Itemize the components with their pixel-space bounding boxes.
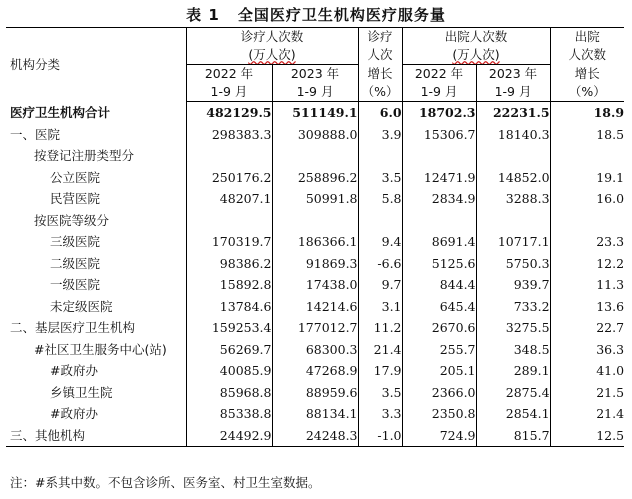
header-visits-2023-period: 1-9 月 (272, 83, 358, 102)
cell-discharge-2022 (402, 210, 476, 232)
cell-visits-growth: 17.9 (358, 360, 402, 382)
row-label: 医疗卫生机构合计 (10, 104, 111, 120)
cell-visits-2023: 91869.3 (272, 253, 358, 275)
cell-visits-2022: 482129.5 (186, 102, 272, 124)
cell-visits-2023: 177012.7 (272, 317, 358, 339)
table-row (6, 188, 624, 210)
cell-visits-growth: 3.1 (358, 296, 402, 318)
cell-discharge-growth: 19.1 (550, 167, 624, 189)
header-discharge-growth-3: 增长 (550, 65, 624, 84)
table-row (6, 102, 624, 124)
table-row (6, 339, 624, 361)
row-label: #政府办 (50, 406, 98, 421)
cell-discharge-growth: 36.3 (550, 339, 624, 361)
table-note: 注：#系其中数。不包含诊所、医务室、村卫生室数据。 (10, 475, 321, 490)
cell-visits-2022: 85338.8 (186, 403, 272, 425)
header-visits-2023: 2023 年 (272, 65, 358, 84)
cell-visits-2023: 511149.1 (272, 102, 358, 124)
header-discharge-2022-period: 1-9 月 (402, 83, 476, 102)
cell-discharge-growth (550, 210, 624, 232)
cell-discharge-growth: 18.5 (550, 124, 624, 146)
header-visits: 诊疗人次数 (186, 28, 358, 47)
cell-discharge-2022: 8691.4 (402, 231, 476, 253)
cell-visits-2023: 68300.3 (272, 339, 358, 361)
cell-discharge-2023 (476, 145, 550, 167)
cell-visits-2022: 13784.6 (186, 296, 272, 318)
header-category: 机构分类 (6, 28, 186, 102)
cell-visits-growth: 5.8 (358, 188, 402, 210)
cell-discharge-2023: 289.1 (476, 360, 550, 382)
cell-discharge-2023: 733.2 (476, 296, 550, 318)
header-discharge-2023: 2023 年 (476, 65, 550, 84)
cell-discharge-growth: 23.3 (550, 231, 624, 253)
cell-discharge-2022: 5125.6 (402, 253, 476, 275)
cell-visits-2023: 17438.0 (272, 274, 358, 296)
cell-visits-2023: 14214.6 (272, 296, 358, 318)
cell-visits-2022: 298383.3 (186, 124, 272, 146)
cell-discharge-2022: 2350.8 (402, 403, 476, 425)
cell-visits-growth: 9.7 (358, 274, 402, 296)
cell-discharge-2023: 2854.1 (476, 403, 550, 425)
table-row (6, 231, 624, 253)
table-title (0, 4, 632, 25)
cell-visits-growth: 3.5 (358, 382, 402, 404)
cell-discharge-2022: 724.9 (402, 425, 476, 447)
cell-discharge-growth: 41.0 (550, 360, 624, 382)
cell-visits-2023 (272, 210, 358, 232)
cell-visits-2023: 186366.1 (272, 231, 358, 253)
cell-discharge-2023 (476, 210, 550, 232)
cell-visits-2022: 170319.7 (186, 231, 272, 253)
row-label: 公立医院 (50, 169, 101, 185)
cell-visits-2022: 159253.4 (186, 317, 272, 339)
header-visits-growth-1: 诊疗 (358, 28, 402, 47)
cell-discharge-growth: 18.9 (550, 102, 624, 124)
header-discharge-2023-period: 1-9 月 (476, 83, 550, 102)
row-label: 三、其他机构 (6, 425, 186, 447)
cell-visits-2022: 98386.2 (186, 253, 272, 275)
cell-visits-2023: 258896.2 (272, 167, 358, 189)
cell-discharge-2023: 18140.3 (476, 124, 550, 146)
table-row (6, 317, 624, 339)
header-visits-growth-2: 人次 (358, 46, 402, 65)
cell-visits-2023: 88134.1 (272, 403, 358, 425)
row-label: 按登记注册类型分 (34, 148, 135, 163)
table-caption: 全国医疗卫生机构医疗服务量 (237, 6, 446, 24)
cell-discharge-2022: 205.1 (402, 360, 476, 382)
cell-visits-2023: 24248.3 (272, 425, 358, 447)
cell-discharge-growth: 12.2 (550, 253, 624, 275)
cell-discharge-2022: 2366.0 (402, 382, 476, 404)
cell-discharge-2023: 14852.0 (476, 167, 550, 189)
row-label: 一、医院 (10, 126, 61, 142)
row-label: 二级医院 (50, 255, 101, 271)
cell-discharge-2023: 939.7 (476, 274, 550, 296)
cell-visits-2022: 24492.9 (186, 425, 272, 447)
cell-discharge-2023: 3275.5 (476, 317, 550, 339)
cell-discharge-2022: 2834.9 (402, 188, 476, 210)
row-label: #政府办 (50, 363, 98, 378)
row-label: #社区卫生服务中心(站) (34, 341, 167, 357)
cell-visits-growth: 9.4 (358, 231, 402, 253)
cell-discharge-growth (550, 145, 624, 167)
cell-visits-2022 (186, 210, 272, 232)
cell-visits-2023: 50991.8 (272, 188, 358, 210)
cell-discharge-2022 (402, 145, 476, 167)
table-body (6, 102, 624, 447)
medical-service-table (6, 27, 624, 447)
cell-visits-2022: 15892.8 (186, 274, 272, 296)
table-row (6, 124, 624, 146)
cell-visits-2023: 88959.6 (272, 382, 358, 404)
cell-visits-2022: 85968.8 (186, 382, 272, 404)
cell-discharge-2022: 2670.6 (402, 317, 476, 339)
cell-visits-2022: 250176.2 (186, 167, 272, 189)
cell-discharge-growth: 12.5 (550, 425, 624, 447)
row-label: 三级医院 (50, 234, 101, 249)
cell-discharge-2023: 348.5 (476, 339, 550, 361)
cell-discharge-2023: 2875.4 (476, 382, 550, 404)
cell-visits-growth (358, 210, 402, 232)
cell-visits-growth: 6.0 (358, 102, 402, 124)
cell-visits-growth: -1.0 (358, 425, 402, 447)
cell-discharge-2022: 645.4 (402, 296, 476, 318)
header-discharge-growth-1: 出院 (550, 28, 624, 47)
cell-discharge-growth: 16.0 (550, 188, 624, 210)
table-row (6, 167, 624, 189)
cell-discharge-2022: 844.4 (402, 274, 476, 296)
cell-discharge-growth: 21.5 (550, 382, 624, 404)
header-discharge-growth-4: （%） (550, 83, 624, 102)
row-label: 民营医院 (50, 191, 101, 206)
header-visits-2022: 2022 年 (186, 65, 272, 84)
cell-discharge-growth: 13.6 (550, 296, 624, 318)
header-visits-2022-period: 1-9 月 (186, 83, 272, 102)
cell-discharge-growth: 21.4 (550, 403, 624, 425)
table-number: 表 1 (186, 6, 220, 24)
row-label: 乡镇卫生院 (50, 384, 113, 400)
header-visits-growth-3: 增长 (358, 65, 402, 84)
cell-discharge-2022: 18702.3 (402, 102, 476, 124)
cell-visits-growth (358, 145, 402, 167)
table-row (6, 425, 624, 447)
table-row (6, 274, 624, 296)
cell-discharge-2023: 815.7 (476, 425, 550, 447)
table-row (6, 145, 624, 167)
header-discharge-growth-2: 人次数 (550, 46, 624, 65)
cell-visits-2022: 56269.7 (186, 339, 272, 361)
row-label: 未定级医院 (50, 298, 113, 314)
cell-discharge-2023: 5750.3 (476, 253, 550, 275)
header-visits-unit: (万人次) (248, 47, 296, 62)
cell-visits-growth: 11.2 (358, 317, 402, 339)
cell-visits-growth: -6.6 (358, 253, 402, 275)
cell-discharge-2023: 22231.5 (476, 102, 550, 124)
cell-visits-growth: 21.4 (358, 339, 402, 361)
cell-visits-2022: 48207.1 (186, 188, 272, 210)
table-row (6, 210, 624, 232)
header-discharge: 出院人次数 (402, 28, 550, 47)
cell-discharge-growth: 22.7 (550, 317, 624, 339)
table-row (6, 253, 624, 275)
row-label: 一级医院 (50, 277, 101, 292)
table-row (6, 382, 624, 404)
cell-discharge-growth: 11.3 (550, 274, 624, 296)
cell-discharge-2023: 3288.3 (476, 188, 550, 210)
cell-visits-2022 (186, 145, 272, 167)
table-row (6, 403, 624, 425)
cell-discharge-2022: 15306.7 (402, 124, 476, 146)
cell-visits-growth: 3.5 (358, 167, 402, 189)
cell-visits-2022: 40085.9 (186, 360, 272, 382)
table-row (6, 360, 624, 382)
header-discharge-unit: (万人次) (452, 47, 500, 62)
cell-discharge-2023: 10717.1 (476, 231, 550, 253)
cell-visits-growth: 3.9 (358, 124, 402, 146)
cell-visits-2023: 309888.0 (272, 124, 358, 146)
cell-visits-growth: 3.3 (358, 403, 402, 425)
table-row (6, 296, 624, 318)
header-discharge-2022: 2022 年 (402, 65, 476, 84)
cell-discharge-2022: 12471.9 (402, 167, 476, 189)
row-label: 按医院等级分 (34, 212, 110, 228)
cell-discharge-2022: 255.7 (402, 339, 476, 361)
cell-visits-2023 (272, 145, 358, 167)
header-visits-growth-4: （%） (358, 83, 402, 102)
row-label: 二、基层医疗卫生机构 (10, 320, 136, 335)
cell-visits-2023: 47268.9 (272, 360, 358, 382)
